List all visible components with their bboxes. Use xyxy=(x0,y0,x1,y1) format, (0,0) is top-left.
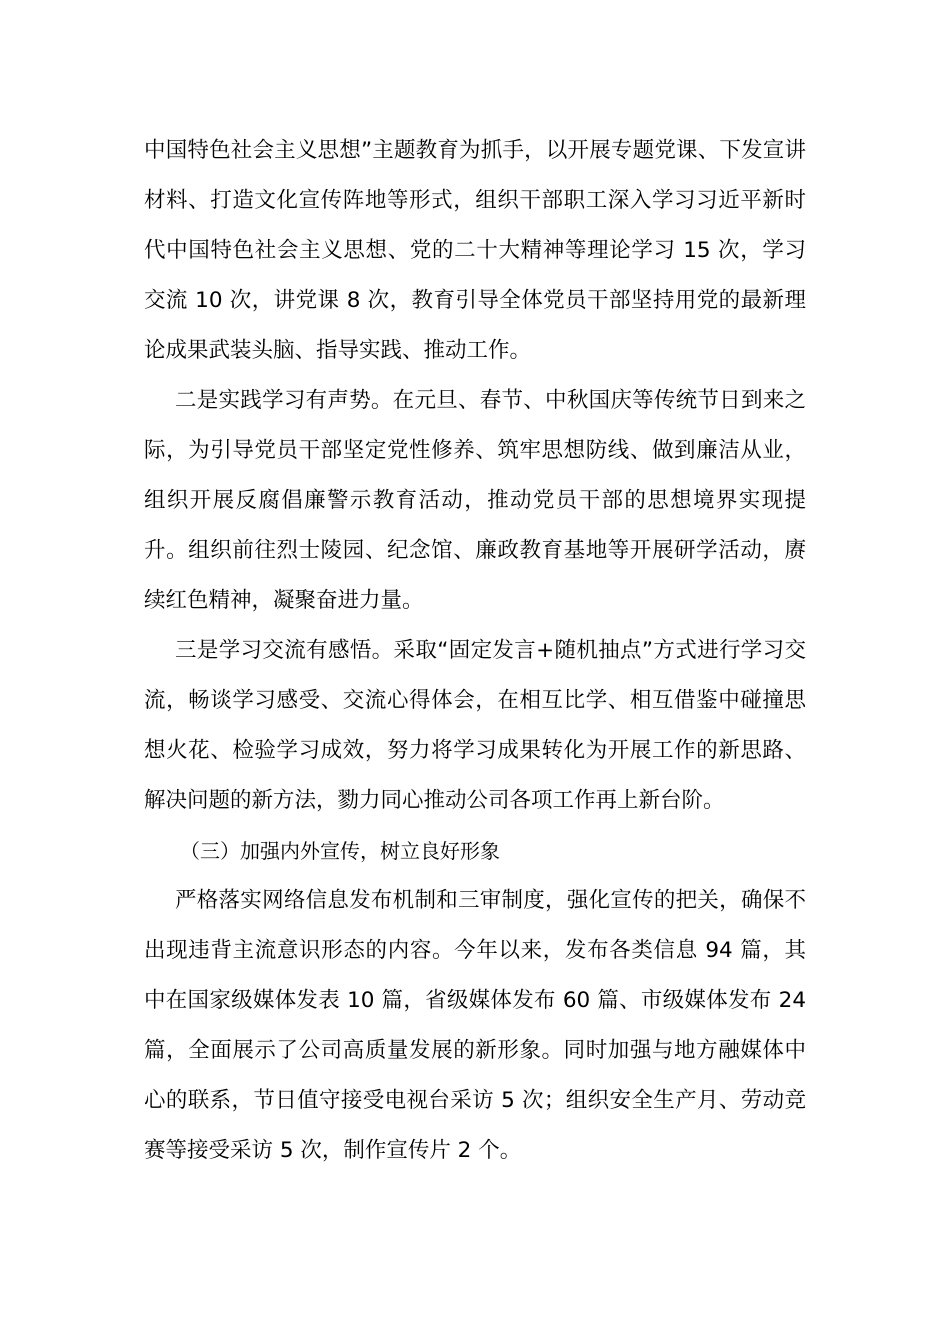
paragraph-practice-study: 二是实践学习有声势。在元旦、春节、中秋国庆等传统节日到来之际，为引导党员干部坚定党性修养、筑牢思想防线、做到廉洁从业，组织开展反腐倡廉警示教育活动，推动党员干部的思想境界实现提升。组织前往烈士陵园、纪念馆、廉政教育基地等开展研学活动，赓续红色精神，凝聚奋进力量。 xyxy=(144,388,806,613)
paragraph-study-exchange: 三是学习交流有感悟。采取“固定发言+随机抽点”方式进行学习交流，畅谈学习感受、交流心得体会，在相互比学、相互借鉴中碰撞思想火花、检验学习成效，努力将学习成果转化为开展工作的新思路、解决问题的新方法，勠力同心推动公司各项工作再上新台阶。 xyxy=(144,638,806,813)
section-heading: （三）加强内外宣传，树立良好形象 xyxy=(180,839,500,863)
paragraph-publicity: 严格落实网络信息发布机制和三审制度，强化宣传的把关，确保不出现违背主流意识形态的内容。今年以来，发布各类信息 94 篇，其中在国家级媒体发表 10 篇，省级媒体发布 60 篇、市级媒体发布 24 篇，全面展示了公司高质量发展的新形象。同时加强与地方融媒体中心的联系，节日值守接受电视台采访 5 次；组织安全生产月、劳动竞赛等接受采访 5 次，制作宣传片 2 个。 xyxy=(144,888,806,1163)
paragraph-theory-study: 中国特色社会主义思想”主题教育为抓手，以开展专题党课、下发宣讲材料、打造文化宣传阵地等形式，组织干部职工深入学习习近平新时代中国特色社会主义思想、党的二十大精神等理论学习 15 次，学习交流 10 次，讲党课 8 次，教育引导全体党员干部坚持用党的最新理论成果武装头脑、指导实践、推动工作。 xyxy=(144,138,806,363)
document-body xyxy=(144,126,806,1176)
